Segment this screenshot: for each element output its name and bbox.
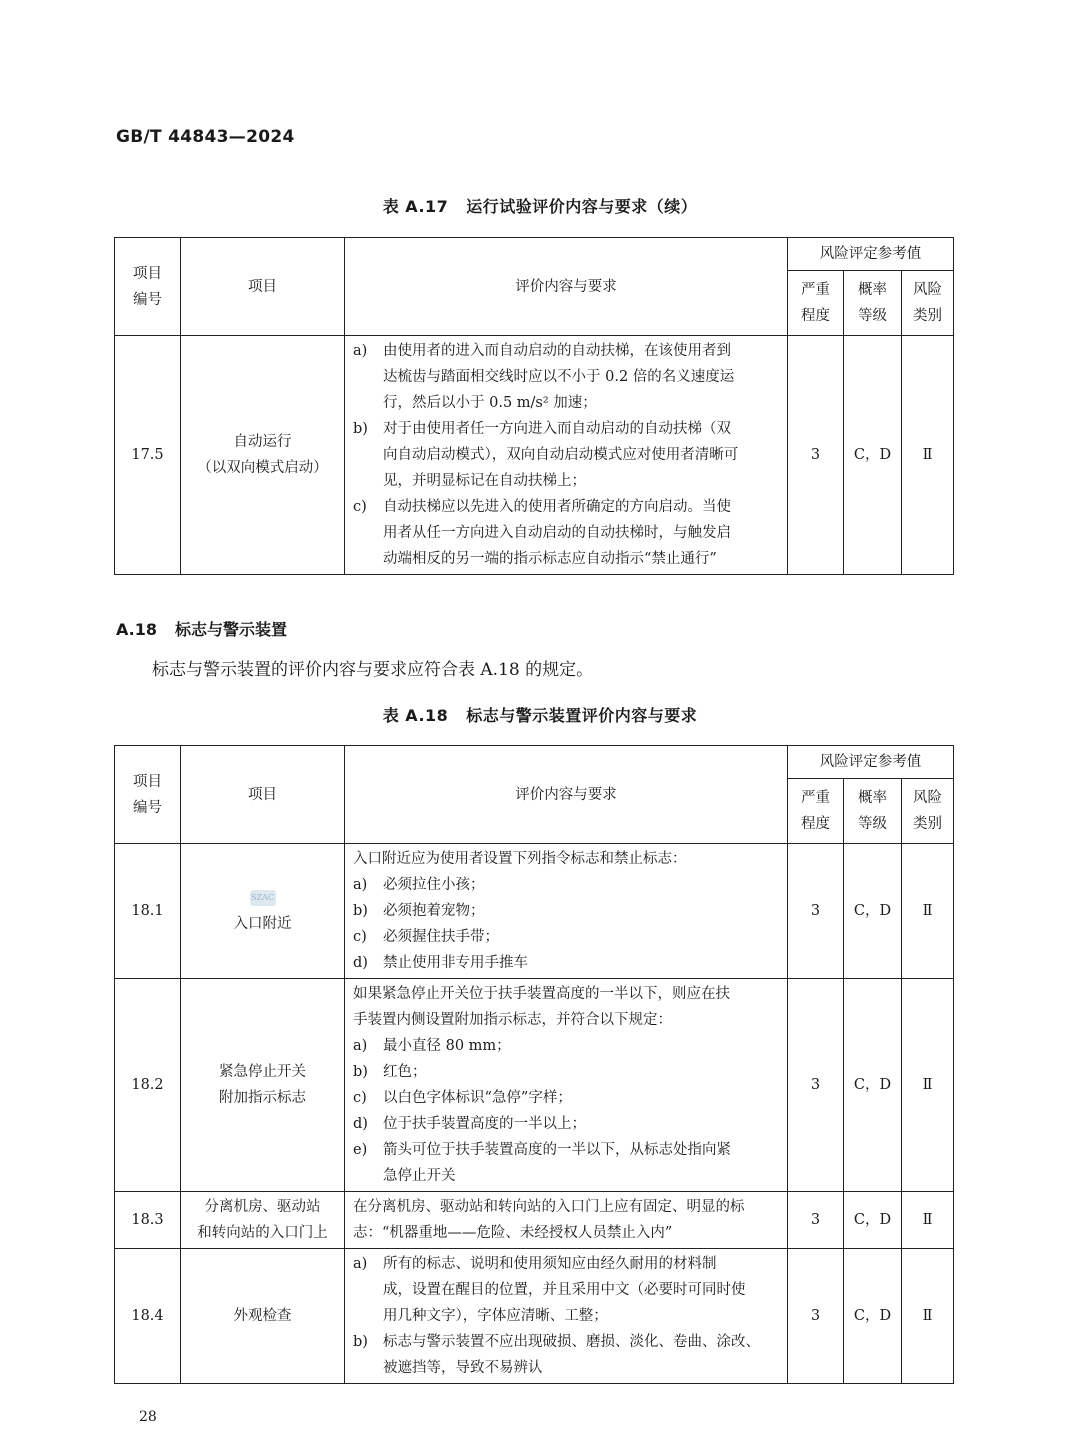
requirement-item [353, 1137, 779, 1163]
probability-cell: C，D [844, 844, 902, 979]
requirement-item-text: 以白色字体标识“急停”字样； [383, 1090, 572, 1106]
section-a18-body: 标志与警示装置的评价内容与要求应符合表 A.18 的规定。 [152, 660, 594, 680]
requirement-indent [353, 1303, 383, 1329]
risk-class-cell: Ⅱ [902, 1192, 954, 1249]
severity-cell: 3 [788, 844, 844, 979]
requirement-continuation [353, 1303, 779, 1329]
requirement-item [353, 1059, 779, 1085]
col-header-severity-line: 程度 [801, 308, 830, 324]
item-name-cell [181, 1192, 345, 1249]
item-name-line: 紧急停止开关 [219, 1064, 306, 1080]
col-header-severity-line: 严重 [801, 790, 830, 806]
requirement-cell [345, 979, 788, 1192]
col-header-severity-line: 严重 [801, 282, 830, 298]
requirement-item-mark: a) [353, 343, 368, 359]
requirement-item-text: 动端相反的另一端的指示标志应自动指示“禁止通行” [383, 551, 717, 567]
requirement-text: 在分离机房、驱动站和转向站的入口门上应有固定、明显的标 [353, 1199, 745, 1215]
requirement-item-text: 行，然后以小于 0.5 m/s² 加速； [383, 395, 597, 411]
col-header-code [115, 238, 181, 336]
table-a18 [114, 745, 954, 1384]
probability-cell: C，D [844, 979, 902, 1192]
col-header-risk-class [902, 779, 954, 844]
requirement-item-mark: d) [353, 955, 368, 971]
requirement-continuation [353, 1277, 779, 1303]
col-header-probability-line: 等级 [858, 816, 887, 832]
requirement-text: 如果紧急停止开关位于扶手装置高度的一半以下，则应在扶 [353, 986, 730, 1002]
requirement-item-text: 禁止使用非专用手推车 [383, 955, 528, 971]
requirement-item [353, 1085, 779, 1111]
requirement-item-mark: a) [353, 1038, 368, 1054]
item-name-line: 外观检查 [233, 1308, 292, 1324]
table-row [115, 979, 954, 1192]
table-a18-caption [0, 703, 1080, 726]
requirement-item-text: 必须握住扶手带； [383, 929, 499, 945]
col-header-item: 项目 [181, 238, 345, 336]
requirement-item-mark: b) [353, 1064, 368, 1080]
severity-cell: 3 [788, 979, 844, 1192]
requirement-item-mark: d) [353, 1116, 368, 1132]
table-row [115, 336, 954, 575]
requirement-indent [353, 1277, 383, 1303]
item-name-line: 分离机房、驱动站 [204, 1199, 321, 1215]
page-number: 28 [139, 1409, 157, 1425]
requirement-continuation [353, 1163, 779, 1189]
requirement-indent [353, 546, 383, 572]
col-header-code-line: 项目 [133, 773, 162, 790]
item-name-line: （以双向模式启动） [197, 460, 328, 476]
requirement-item-mark: e) [353, 1142, 368, 1158]
requirement-continuation [353, 442, 779, 468]
table-row [115, 844, 954, 979]
requirement-item-mark: a) [353, 877, 368, 893]
requirement-text: 入口附近应为使用者设置下列指令标志和禁止标志： [353, 851, 687, 867]
requirement-item-text: 标志与警示装置不应出现破损、磨损、淡化、卷曲、涂改、 [383, 1334, 760, 1350]
requirement-item [353, 338, 779, 364]
requirement-item-text: 红色； [383, 1064, 427, 1080]
col-header-risk-group: 风险评定参考值 [788, 746, 954, 779]
requirement-text: 志：“机器重地——危险、未经授权人员禁止入内” [353, 1225, 673, 1241]
requirement-item-text: 箭头可位于扶手装置高度的一半以下，从标志处指向紧 [383, 1142, 731, 1158]
col-header-risk-class-line: 风险 [913, 282, 943, 298]
requirement-item-text: 必须拉住小孩； [383, 877, 485, 893]
item-code-cell: 18.3 [115, 1192, 181, 1249]
item-name-cell [181, 844, 345, 979]
standard-code: GB/T 44843—2024 [116, 127, 295, 147]
requirement-item-text: 向自动启动模式），双向自动启动模式应对使用者清晰可 [383, 447, 739, 463]
requirement-indent [353, 442, 383, 468]
requirement-indent [353, 1355, 383, 1381]
requirement-item-text: 由使用者的进入而自动启动的自动扶梯，在该使用者到 [383, 343, 731, 359]
requirement-item-text: 急停止开关 [383, 1168, 456, 1184]
item-code-cell: 18.1 [115, 844, 181, 979]
col-header-risk-class-line: 风险 [913, 790, 943, 806]
requirement-item [353, 494, 779, 520]
table-a17-caption-number: 表 A.17 [382, 197, 449, 216]
col-header-probability-line: 概率 [858, 790, 887, 806]
table-a17 [114, 237, 954, 575]
requirement-cell [345, 844, 788, 979]
item-name-line: 自动运行 [233, 434, 292, 450]
requirement-item-mark: c) [353, 929, 367, 945]
requirement-text: 手装置内侧设置附加指示标志，并符合以下规定： [353, 1012, 672, 1028]
col-header-item: 项目 [181, 746, 345, 844]
requirement-cell [345, 1192, 788, 1249]
col-header-probability-line: 概率 [858, 282, 887, 298]
requirement-item [353, 924, 779, 950]
col-header-risk-class-line: 类别 [913, 308, 943, 324]
item-code-cell: 18.2 [115, 979, 181, 1192]
requirement-item-text: 成，设置在醒目的位置，并且采用中文（必要时可同时使 [383, 1282, 746, 1298]
col-header-probability [844, 271, 902, 336]
table-row [115, 1192, 954, 1249]
requirement-item-mark: c) [353, 1090, 367, 1106]
requirement-indent [353, 364, 383, 390]
item-code-cell: 18.4 [115, 1249, 181, 1384]
requirement-item [353, 898, 779, 924]
requirement-item [353, 1251, 779, 1277]
requirement-item-text: 达梳齿与踏面相交线时应以不小于 0.2 倍的名义速度运 [383, 369, 735, 385]
severity-cell: 3 [788, 1249, 844, 1384]
col-header-risk-class [902, 271, 954, 336]
requirement-continuation [353, 364, 779, 390]
requirement-indent [353, 520, 383, 546]
requirement-item-mark: a) [353, 1256, 368, 1272]
requirement-continuation [353, 546, 779, 572]
col-header-severity-line: 程度 [801, 816, 830, 832]
col-header-probability-line: 等级 [858, 308, 887, 324]
item-name-cell [181, 1249, 345, 1384]
probability-cell: C，D [844, 1192, 902, 1249]
requirement-item-text: 被遮挡等，导致不易辨认 [383, 1360, 543, 1376]
col-header-code-line: 编号 [133, 291, 162, 308]
section-a18-number: A.18 [116, 620, 158, 639]
requirement-item-text: 用几种文字），字体应清晰、工整； [383, 1308, 608, 1324]
risk-class-cell: Ⅱ [902, 844, 954, 979]
probability-cell: C，D [844, 1249, 902, 1384]
risk-class-cell: Ⅱ [902, 1249, 954, 1384]
col-header-requirement: 评价内容与要求 [345, 238, 788, 336]
requirement-item-text: 对于由使用者任一方向进入而自动启动的自动扶梯（双 [383, 421, 731, 437]
table-a18-caption-title: 标志与警示装置评价内容与要求 [466, 706, 698, 725]
requirement-item-mark: c) [353, 499, 367, 515]
col-header-risk-class-line: 类别 [913, 816, 943, 832]
watermark-logo: SZAC [250, 890, 276, 906]
col-header-severity [788, 271, 844, 336]
col-header-code-line: 项目 [133, 265, 162, 282]
requirement-continuation [353, 1355, 779, 1381]
item-name-cell [181, 336, 345, 575]
item-name-line: 附加指示标志 [219, 1090, 306, 1106]
severity-cell: 3 [788, 1192, 844, 1249]
col-header-probability [844, 779, 902, 844]
col-header-requirement: 评价内容与要求 [345, 746, 788, 844]
requirement-item-text: 自动扶梯应以先进入的使用者所确定的方向启动。当使 [383, 499, 731, 515]
requirement-cell [345, 1249, 788, 1384]
requirement-item-text: 最小直径 80 mm； [383, 1038, 511, 1054]
requirement-item-text: 见，并明显标记在自动扶梯上； [383, 473, 586, 489]
requirement-item-text: 位于扶手装置高度的一半以上； [383, 1116, 586, 1132]
item-name-cell [181, 979, 345, 1192]
table-row [115, 1249, 954, 1384]
item-name-line: 和转向站的入口门上 [197, 1225, 328, 1241]
col-header-severity [788, 779, 844, 844]
requirement-item-text: 必须抱着宠物； [383, 903, 485, 919]
requirement-indent [353, 390, 383, 416]
col-header-code [115, 746, 181, 844]
risk-class-cell: Ⅱ [902, 336, 954, 575]
item-code-cell: 17.5 [115, 336, 181, 575]
requirement-indent [353, 1163, 383, 1189]
probability-cell: C，D [844, 336, 902, 575]
requirement-item-mark: b) [353, 1334, 368, 1350]
item-name-line: 入口附近 [233, 916, 292, 932]
section-a18-title [116, 617, 287, 640]
requirement-cell [345, 336, 788, 575]
requirement-item-mark: b) [353, 421, 368, 437]
requirement-item-mark: b) [353, 903, 368, 919]
requirement-continuation [353, 520, 779, 546]
section-a18-title-text: 标志与警示装置 [175, 620, 288, 639]
requirement-continuation [353, 468, 779, 494]
requirement-item [353, 1111, 779, 1137]
requirement-item [353, 416, 779, 442]
requirement-item [353, 1329, 779, 1355]
requirement-item [353, 950, 779, 976]
col-header-risk-group: 风险评定参考值 [788, 238, 954, 271]
requirement-indent [353, 468, 383, 494]
table-a17-caption [0, 194, 1080, 217]
requirement-item [353, 872, 779, 898]
risk-class-cell: Ⅱ [902, 979, 954, 1192]
requirement-continuation [353, 390, 779, 416]
table-a18-caption-number: 表 A.18 [382, 706, 449, 725]
requirement-item [353, 1033, 779, 1059]
severity-cell: 3 [788, 336, 844, 575]
table-a17-caption-title: 运行试验评价内容与要求（续） [466, 197, 698, 216]
requirement-item-text: 用者从任一方向进入自动启动的自动扶梯时，与触发启 [383, 525, 731, 541]
col-header-code-line: 编号 [133, 799, 162, 816]
requirement-item-text: 所有的标志、说明和使用须知应由经久耐用的材料制 [383, 1256, 717, 1272]
